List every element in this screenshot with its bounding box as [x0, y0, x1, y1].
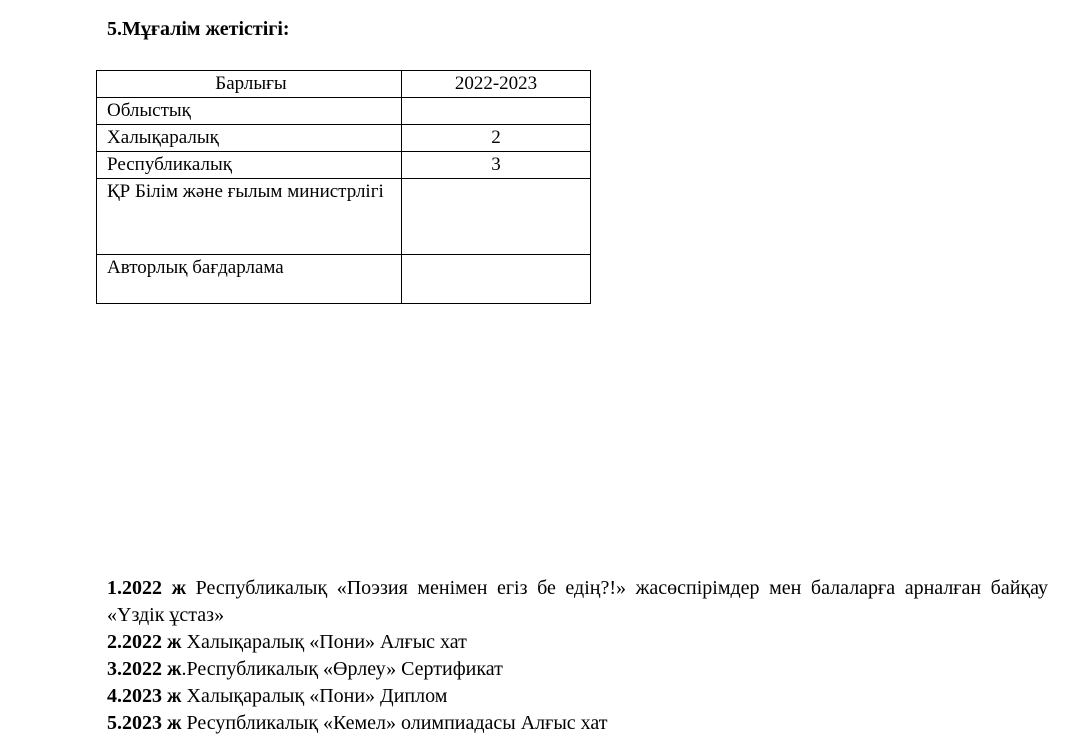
table-row: [97, 152, 591, 179]
list-item: [107, 575, 1048, 629]
table-row: [97, 255, 591, 304]
list-item: [107, 629, 1048, 656]
page-heading: 5.Мұғалім жетістігі:: [107, 18, 290, 40]
row-value: [402, 98, 591, 125]
row-label: Облыстық: [97, 98, 402, 125]
row-label: Республикалық: [97, 152, 402, 179]
item-text: .Республикалық «Өрлеу» Сертификат: [181, 658, 503, 680]
table-row: [97, 125, 591, 152]
row-value: [402, 255, 591, 304]
row-label: ҚР Білім және ғылым министрлігі: [97, 179, 402, 255]
table-row: [97, 179, 591, 255]
item-number: 5.2023 ж: [107, 712, 182, 734]
row-value: [402, 179, 591, 255]
table-row: [97, 98, 591, 125]
row-label: Халықаралық: [97, 125, 402, 152]
item-number: 3.2022 ж: [107, 658, 182, 680]
item-number: 4.2023 ж: [107, 685, 182, 707]
list-item: [107, 710, 1048, 737]
header-total: Барлығы: [97, 71, 402, 98]
row-value: 3: [402, 152, 591, 179]
achievements-list: [107, 575, 1048, 737]
item-text: Халықаралық «Пони» Алғыс хат: [181, 631, 467, 653]
item-text: Ресупбликалық «Кемел» олимпиадасы Алғыс хат: [181, 712, 608, 734]
table-header-row: [97, 71, 591, 98]
item-number: 2.2022 ж: [107, 631, 182, 653]
achievements-table: [96, 70, 591, 304]
row-value: 2: [402, 125, 591, 152]
item-text: Республикалық «Поэзия менімен егіз бе едің?!» жасөспірімдер мен балаларға арналған байқау «Үздік ұстаз»: [107, 577, 1048, 626]
item-number: 1.2022 ж: [107, 577, 187, 599]
row-label: Авторлық бағдарлама: [97, 255, 402, 304]
list-item: [107, 683, 1048, 710]
item-text: Халықаралық «Пони» Диплом: [181, 685, 448, 707]
header-year: 2022-2023: [402, 71, 591, 98]
list-item: [107, 656, 1048, 683]
